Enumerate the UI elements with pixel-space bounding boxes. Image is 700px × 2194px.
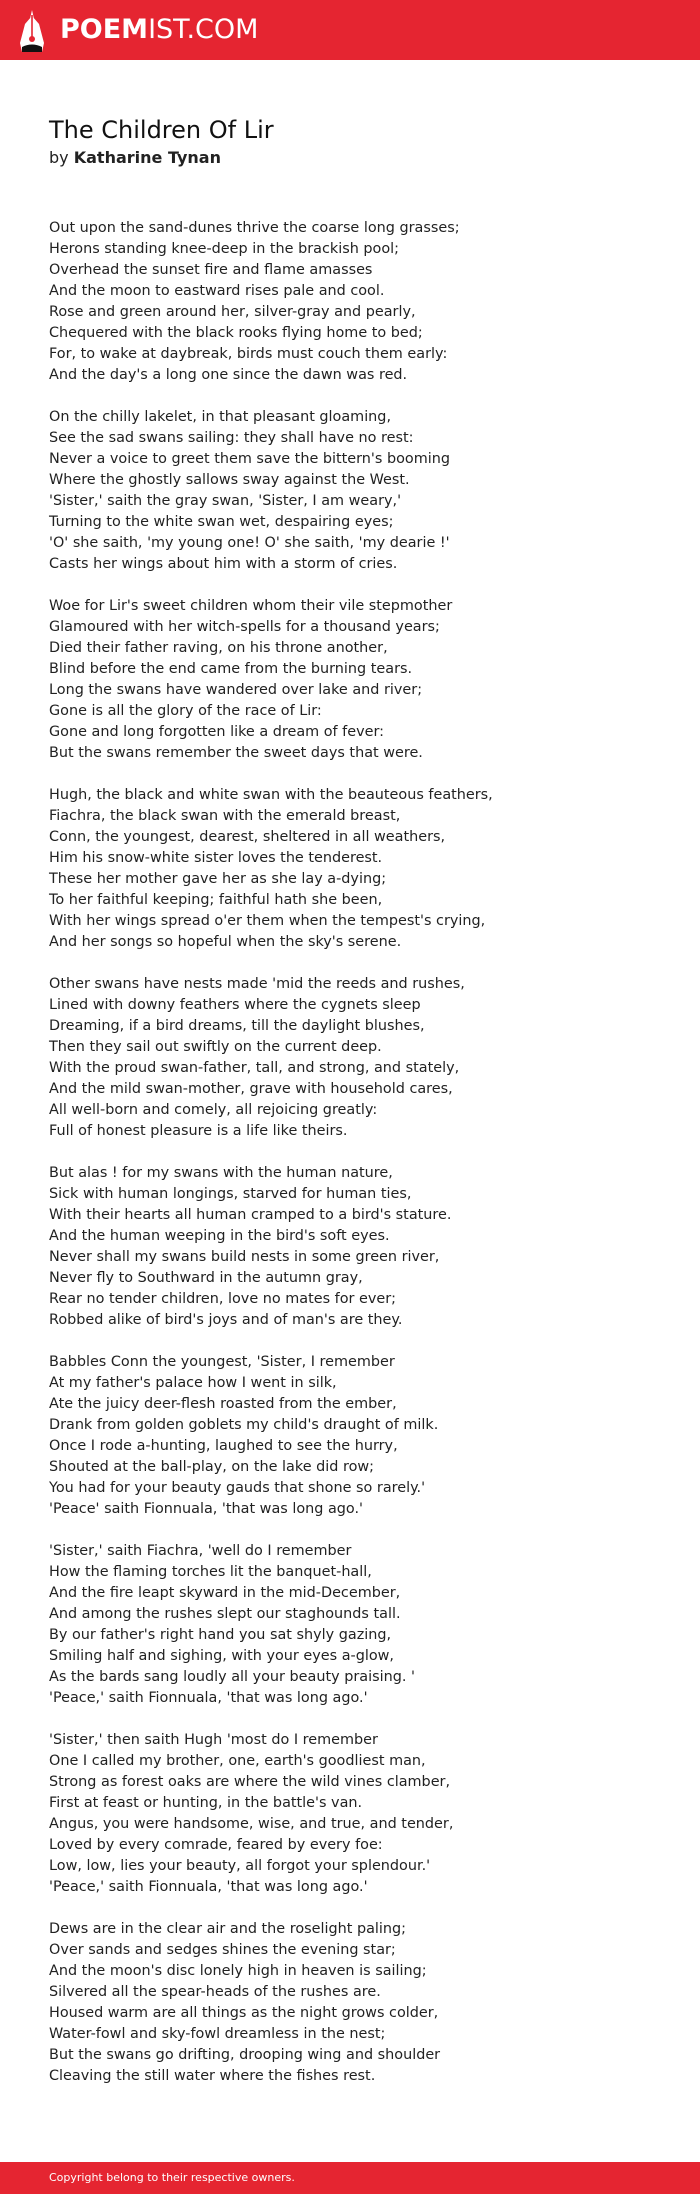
poem-line: Overhead the sunset fire and flame amasses: [49, 262, 373, 278]
poem-line: And among the rushes slept our staghounds tall.: [49, 1606, 401, 1622]
copyright-text: Copyright belong to their respective owners.: [49, 2171, 295, 2184]
poem-line: Smiling half and sighing, with your eyes a-glow,: [49, 1648, 394, 1664]
poem-line: Angus, you were handsome, wise, and true, and tender,: [49, 1816, 454, 1832]
poem-line: Robbed alike of bird's joys and of man's are they.: [49, 1312, 403, 1328]
poem-line: Babbles Conn the youngest, 'Sister, I remember: [49, 1354, 395, 1370]
poem-line: Silvered all the spear-heads of the rushes are.: [49, 1984, 381, 2000]
poem-line: Chequered with the black rooks flying home to bed;: [49, 325, 423, 341]
poem-stanza: [49, 1541, 669, 1709]
poem-line: Gone and long forgotten like a dream of fever:: [49, 724, 384, 740]
brand-light: IST.COM: [148, 14, 259, 45]
poem-line: First at feast or hunting, in the battle's van.: [49, 1795, 363, 1811]
poem-line: 'Peace' saith Fionnuala, 'that was long ago.': [49, 1501, 363, 1517]
poem-line: Cleaving the still water where the fishes rest.: [49, 2068, 376, 2084]
poem-line: 'Peace,' saith Fionnuala, 'that was long ago.': [49, 1879, 368, 1895]
poem-line: Blind before the end came from the burning tears.: [49, 661, 413, 677]
poem-line: Died their father raving, on his throne another,: [49, 640, 388, 656]
site-footer: [0, 2162, 700, 2194]
poem-line: Full of honest pleasure is a life like theirs.: [49, 1123, 348, 1139]
poem-line: Fiachra, the black swan with the emerald breast,: [49, 808, 401, 824]
poem-line: Woe for Lir's sweet children whom their vile stepmother: [49, 598, 453, 614]
poem-line: But the swans remember the sweet days that were.: [49, 745, 423, 761]
poem-line: Never fly to Southward in the autumn gray,: [49, 1270, 363, 1286]
poem-line: Dews are in the clear air and the roselight paling;: [49, 1921, 407, 1937]
poem-line: Water-fowl and sky-fowl dreamless in the nest;: [49, 2026, 386, 2042]
poem-line: Gone is all the glory of the race of Lir:: [49, 703, 322, 719]
poem-line: As the bards sang loudly all your beauty praising. ': [49, 1669, 415, 1685]
poem-line: 'O' she saith, 'my young one! O' she saith, 'my dearie !': [49, 535, 450, 551]
poem-stanza: [49, 218, 669, 386]
poem-line: And the mild swan-mother, grave with household cares,: [49, 1081, 453, 1097]
poem-line: With the proud swan-father, tall, and strong, and stately,: [49, 1060, 460, 1076]
poem-line: Him his snow-white sister loves the tenderest.: [49, 850, 383, 866]
poem-line: Rear no tender children, love no mates for ever;: [49, 1291, 396, 1307]
poem-stanza: [49, 785, 669, 953]
poem-line: Long the swans have wandered over lake and river;: [49, 682, 423, 698]
poem-line: And the moon's disc lonely high in heaven is sailing;: [49, 1963, 427, 1979]
poem-line: Loved by every comrade, feared by every foe:: [49, 1837, 383, 1853]
poem-line: Strong as forest oaks are where the wild vines clamber,: [49, 1774, 451, 1790]
poem-stanza: [49, 974, 669, 1142]
poem-stanza: [49, 596, 669, 764]
poem-stanza: [49, 407, 669, 575]
poem-line: Never shall my swans build nests in some green river,: [49, 1249, 440, 1265]
site-header: [0, 0, 700, 60]
poem-line: And the moon to eastward rises pale and cool.: [49, 283, 385, 299]
poem-line: With their hearts all human cramped to a bird's stature.: [49, 1207, 452, 1223]
poem-line: Sick with human longings, starved for human ties,: [49, 1186, 412, 1202]
poem-line: Shouted at the ball-play, on the lake did row;: [49, 1459, 374, 1475]
poem-line: Ate the juicy deer-flesh roasted from the ember,: [49, 1396, 397, 1412]
poem-line: Drank from golden goblets my child's draught of milk.: [49, 1417, 439, 1433]
poem-line: Turning to the white swan wet, despairing eyes;: [49, 514, 394, 530]
poem-line: Dreaming, if a bird dreams, till the daylight blushes,: [49, 1018, 425, 1034]
poem-line: For, to wake at daybreak, birds must couch them early:: [49, 346, 448, 362]
poem-line: Glamoured with her witch-spells for a thousand years;: [49, 619, 440, 635]
poem-line: And the day's a long one since the dawn was red.: [49, 367, 408, 383]
poem-stanza: [49, 1352, 669, 1520]
poem-line: Conn, the youngest, dearest, sheltered in all weathers,: [49, 829, 446, 845]
poem-line: 'Peace,' saith Fionnuala, 'that was long ago.': [49, 1690, 368, 1706]
poem-stanza: [49, 1919, 669, 2087]
poem-line: 'Sister,' saith the gray swan, 'Sister, I am weary,': [49, 493, 402, 509]
poem-line: Where the ghostly sallows sway against the West.: [49, 472, 410, 488]
poem-line: On the chilly lakelet, in that pleasant gloaming,: [49, 409, 392, 425]
poem-line: Rose and green around her, silver-gray and pearly,: [49, 304, 416, 320]
poem-line: One I called my brother, one, earth's goodliest man,: [49, 1753, 426, 1769]
poem-line: Out upon the sand-dunes thrive the coarse long grasses;: [49, 220, 460, 236]
poem-line: You had for your beauty gauds that shone so rarely.': [49, 1480, 426, 1496]
poem-line: And the fire leapt skyward in the mid-December,: [49, 1585, 401, 1601]
poem-line: 'Sister,' saith Fiachra, 'well do I remember: [49, 1543, 352, 1559]
poem-title: The Children Of Lir: [49, 116, 274, 144]
poem-line: With her wings spread o'er them when the tempest's crying,: [49, 913, 486, 929]
poem-stanza: [49, 1163, 669, 1331]
poem-line: By our father's right hand you sat shyly gazing,: [49, 1627, 392, 1643]
poem-line: Hugh, the black and white swan with the beauteous feathers,: [49, 787, 493, 803]
poem-line: How the flaming torches lit the banquet-hall,: [49, 1564, 372, 1580]
brand-bold: POEM: [60, 14, 149, 45]
poem-line: Casts her wings about him with a storm of cries.: [49, 556, 398, 572]
poem-line: Over sands and sedges shines the evening star;: [49, 1942, 396, 1958]
poem-line: But alas ! for my swans with the human nature,: [49, 1165, 393, 1181]
poem-body: [49, 218, 669, 2108]
poem-line: These her mother gave her as she lay a-dying;: [49, 871, 387, 887]
poem-line: At my father's palace how I went in silk,: [49, 1375, 337, 1391]
poem-line: See the sad swans sailing: they shall have no rest:: [49, 430, 414, 446]
poem-line: Lined with downy feathers where the cygnets sleep: [49, 997, 421, 1013]
poem-line: But the swans go drifting, drooping wing and shoulder: [49, 2047, 441, 2063]
poem-line: Low, low, lies your beauty, all forgot your splendour.': [49, 1858, 431, 1874]
poem-line: Housed warm are all things as the night grows colder,: [49, 2005, 439, 2021]
site-logo-text[interactable]: [60, 13, 258, 47]
by-label: by: [49, 148, 69, 167]
poem-line: And the human weeping in the bird's soft eyes.: [49, 1228, 390, 1244]
poem-line: 'Sister,' then saith Hugh 'most do I remember: [49, 1732, 378, 1748]
poem-line: Then they sail out swiftly on the current deep.: [49, 1039, 382, 1055]
poem-line: Once I rode a-hunting, laughed to see the hurry,: [49, 1438, 398, 1454]
poem-line: Never a voice to greet them save the bittern's booming: [49, 451, 450, 467]
poem-line: And her songs so hopeful when the sky's serene.: [49, 934, 402, 950]
poem-line: All well-born and comely, all rejoicing greatly:: [49, 1102, 378, 1118]
poem-line: To her faithful keeping; faithful hath she been,: [49, 892, 383, 908]
poem-author[interactable]: Katharine Tynan: [73, 148, 221, 167]
poem-stanza: [49, 1730, 669, 1898]
poem-byline: [49, 147, 221, 169]
poem-line: Other swans have nests made 'mid the reeds and rushes,: [49, 976, 465, 992]
poem-line: Herons standing knee-deep in the brackish pool;: [49, 241, 399, 257]
quill-icon[interactable]: [17, 9, 47, 53]
